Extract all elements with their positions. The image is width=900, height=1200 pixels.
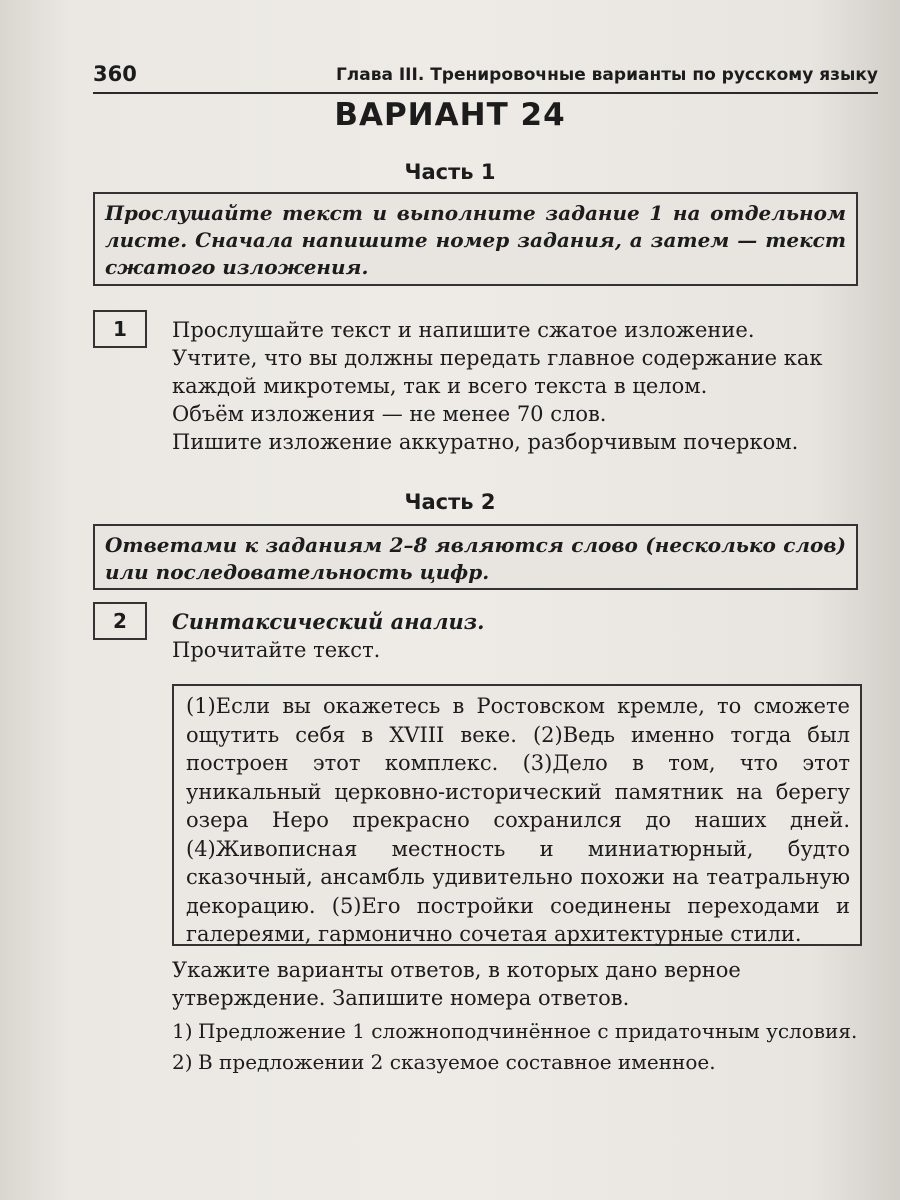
task2-number: 2 <box>93 602 147 640</box>
task2-prompt: Прочитайте текст. <box>172 638 381 662</box>
option-text: Предложение 1 сложноподчинённое с придаточным условия. <box>198 1019 858 1043</box>
task1-line: Пишите изложение аккуратно, разборчивым почерком. <box>172 430 799 454</box>
reading-text: (1)Если вы окажетесь в Ростовском кремле, то сможете ощутить себя в XVIII веке. (2)Ведь именно тогда был построен этот комплекс. (3)Дело в том, что этот уникальный церковно-исторический памятник на берегу озера Неро прекрасно сохранился до наших дней. (4)Живописная местность и миниатюрный, будто сказочный, ансамбль удивительно похожи на театральную декорацию. (5)Его постройки соединены переходами и галереями, гармонично сочетая архитектурные стили. <box>186 694 850 946</box>
task1-body <box>172 316 862 456</box>
variant-title: ВАРИАНТ 24 <box>334 97 566 133</box>
part1-title: Часть 1 <box>404 160 496 184</box>
task1-line: Учтите, что вы должны передать главное содержание как каждой микротемы, так и всего текста в целом. <box>172 346 823 398</box>
task2-header <box>172 608 862 664</box>
answer-option <box>172 1018 862 1045</box>
page-header <box>93 62 878 94</box>
part1-instruction-box <box>93 192 858 286</box>
task1-line: Прослушайте текст и напишите сжатое изложение. <box>172 318 755 342</box>
chapter-title: Глава III. Тренировочные варианты по русскому языку <box>335 65 878 85</box>
page-number: 360 <box>93 62 137 86</box>
task1-line: Объём изложения — не менее 70 слов. <box>172 402 607 426</box>
option-number: 2) <box>172 1050 193 1074</box>
option-number: 1) <box>172 1019 193 1043</box>
part2-title: Часть 2 <box>404 490 496 514</box>
task1-number: 1 <box>93 310 147 348</box>
part2-instruction: Ответами к заданиям 2–8 являются слово (несколько слов) или последовательность цифр. <box>105 533 846 584</box>
part2-instruction-box <box>93 524 858 590</box>
reading-text-box <box>172 684 862 946</box>
answer-options <box>172 1018 862 1080</box>
task2-question <box>172 956 862 1012</box>
option-text: В предложении 2 сказуемое составное именное. <box>198 1050 716 1074</box>
part1-instruction: Прослушайте текст и выполните задание 1 на отдельном листе. Сначала напишите номер задания, а затем — текст сжатого изложения. <box>105 201 846 279</box>
task2-title: Синтаксический анализ. <box>172 609 485 634</box>
question-text: Укажите варианты ответов, в которых дано верное утверждение. Запишите номера ответов. <box>172 958 741 1010</box>
answer-option <box>172 1049 862 1076</box>
